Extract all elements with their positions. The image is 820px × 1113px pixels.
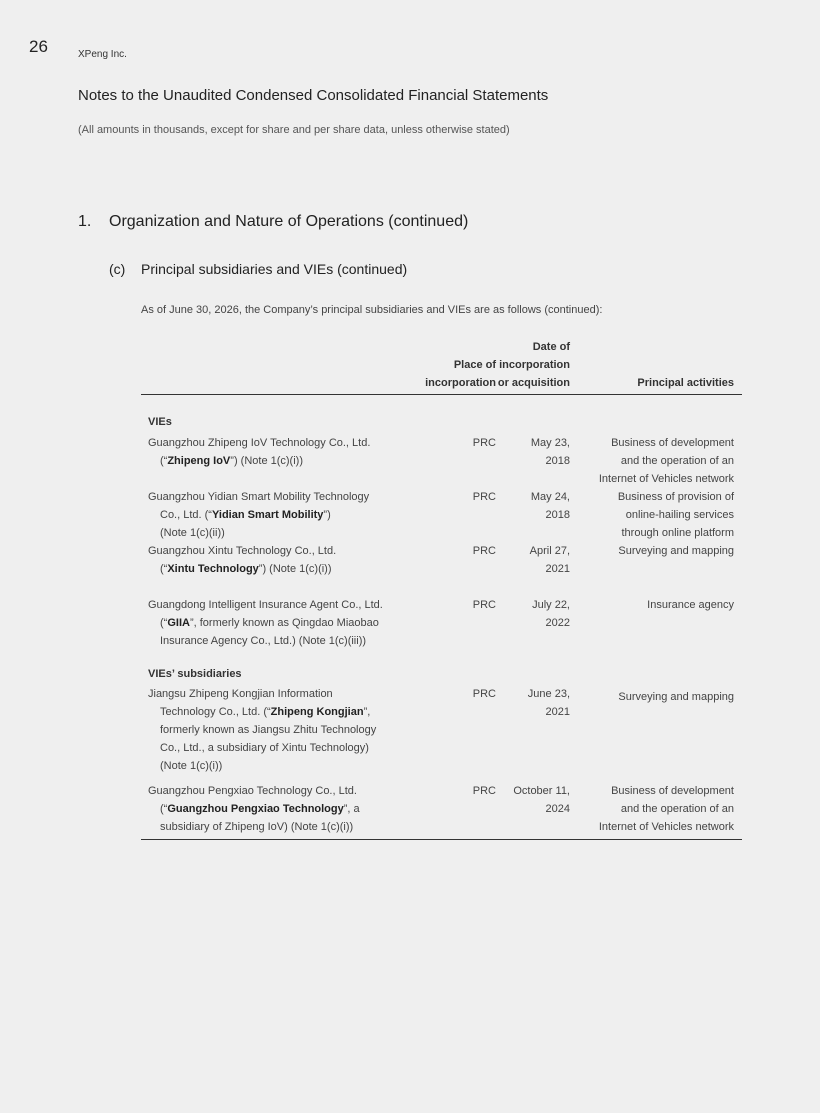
date-line: 2021	[545, 706, 570, 718]
header-date-line: or acquisition	[497, 377, 570, 389]
place-cell: PRC	[472, 599, 496, 611]
activity-line: Business of development	[611, 785, 734, 797]
header-date-line: incorporation	[499, 359, 570, 371]
section-heading	[78, 213, 468, 231]
header-date	[498, 338, 570, 392]
page-number: 26	[29, 37, 48, 56]
place-cell: PRC	[472, 785, 496, 797]
name-line	[148, 703, 408, 721]
short-name: GIIA	[167, 617, 190, 629]
entity-name	[148, 488, 408, 542]
header-place	[425, 356, 496, 392]
name-text: ”) (Note 1(c)(i))	[258, 563, 332, 575]
section-title: Organization and Nature of Operations (continued)	[109, 213, 469, 230]
section-number: 1.	[78, 213, 92, 230]
activity-cell	[574, 434, 734, 488]
date-cell	[490, 542, 570, 578]
date-cell	[490, 782, 570, 818]
subsection-heading	[109, 261, 407, 277]
name-line: Guangzhou Yidian Smart Mobility Technology	[148, 491, 370, 503]
activity-line: Internet of Vehicles network	[598, 821, 734, 833]
name-line: Guangzhou Zhipeng IoV Technology Co., Ltd.	[148, 437, 371, 449]
date-line: 2024	[545, 803, 570, 815]
date-cell	[490, 596, 570, 632]
activity-cell	[574, 688, 734, 706]
entity-name	[148, 782, 408, 836]
name-text: ”, formerly known as Qingdao Miaobao	[189, 617, 379, 629]
amounts-note: (All amounts in thousands, except for share and per share data, unless otherwise stated)	[78, 124, 510, 136]
notes-title: Notes to the Unaudited Condensed Consolidated Financial Statements	[78, 87, 549, 104]
activity-cell	[574, 488, 734, 542]
date-line: June 23,	[527, 688, 570, 700]
name-line	[148, 614, 408, 632]
place-cell: PRC	[472, 437, 496, 449]
date-line: May 23,	[530, 437, 570, 449]
name-text: ”) (Note 1(c)(i))	[230, 455, 303, 467]
date-line: 2022	[545, 617, 570, 629]
date-cell	[490, 685, 570, 721]
name-text: (“	[160, 617, 168, 629]
intro-text: As of June 30, 2026, the Company’s principal subsidiaries and VIEs are as follows (continued):	[141, 304, 603, 316]
subsection-title: Principal subsidiaries and VIEs (continued)	[141, 261, 408, 277]
date-line: May 24,	[530, 491, 570, 503]
name-line	[148, 800, 408, 818]
activity-cell	[574, 596, 734, 614]
name-line	[148, 452, 408, 470]
activity-line: and the operation of an	[620, 455, 734, 467]
short-name: Guangzhou Pengxiao Technology	[167, 803, 344, 815]
activity-line: Surveying and mapping	[618, 545, 734, 557]
short-name: Yidian Smart Mobility	[211, 509, 324, 521]
name-line: Guangzhou Xintu Technology Co., Ltd.	[148, 545, 337, 557]
place-cell: PRC	[472, 688, 496, 700]
name-text: ”, a	[343, 803, 360, 815]
short-name: Zhipeng Kongjian	[270, 706, 364, 718]
entity-name	[148, 542, 408, 578]
activity-line: through online platform	[621, 527, 734, 539]
date-line: 2018	[545, 509, 570, 521]
activity-line: Surveying and mapping	[618, 691, 734, 703]
activity-line: Insurance agency	[647, 599, 734, 611]
date-line: July 22,	[532, 599, 570, 611]
header-place-line: incorporation	[425, 377, 496, 389]
entity-name	[148, 596, 408, 650]
name-text: (“	[160, 563, 168, 575]
name-line: (Note 1(c)(i))	[160, 760, 223, 772]
activity-cell	[574, 542, 734, 560]
entity-name	[148, 685, 408, 775]
table-bottom-rule	[141, 839, 742, 840]
subsection-number: (c)	[109, 261, 126, 277]
name-text: (“	[160, 803, 168, 815]
place-cell: PRC	[472, 545, 496, 557]
header-activities: Principal activities	[637, 377, 734, 389]
table-header	[141, 341, 742, 395]
group-label-vies-subsidiaries: VIEs’ subsidiaries	[148, 668, 242, 680]
activity-line: Business of development	[611, 437, 734, 449]
date-line: 2021	[545, 563, 570, 575]
name-text: ”,	[363, 706, 371, 718]
activity-line: Internet of Vehicles network	[598, 473, 734, 485]
date-line: April 27,	[529, 545, 570, 557]
name-text: (“	[160, 455, 168, 467]
date-cell	[490, 434, 570, 470]
activity-line: Business of provision of	[617, 491, 734, 503]
name-text: ”)	[323, 509, 331, 521]
name-text: Co., Ltd. (“	[160, 509, 212, 521]
company-name: XPeng Inc.	[78, 49, 127, 60]
name-line: Guangzhou Pengxiao Technology Co., Ltd.	[148, 785, 357, 797]
date-cell	[490, 488, 570, 524]
subsidiaries-table	[141, 341, 742, 833]
name-line: Co., Ltd., a subsidiary of Xintu Technology)	[160, 742, 369, 754]
name-line: Jiangsu Zhipeng Kongjian Information	[148, 688, 333, 700]
name-line: Insurance Agency Co., Ltd.) (Note 1(c)(iii))	[160, 635, 367, 647]
activity-line: online-hailing services	[625, 509, 734, 521]
name-line: (Note 1(c)(ii))	[160, 527, 225, 539]
activity-cell	[574, 782, 734, 836]
name-line	[148, 506, 408, 524]
name-text: Technology Co., Ltd. (“	[160, 706, 271, 718]
entity-name	[148, 434, 408, 470]
group-label-vies: VIEs	[148, 416, 172, 428]
place-cell: PRC	[472, 491, 496, 503]
header-date-line: Date of	[532, 341, 570, 353]
date-line: 2018	[545, 455, 570, 467]
name-line	[148, 560, 408, 578]
short-name: Zhipeng IoV	[167, 455, 231, 467]
header-place-line: Place of	[453, 359, 496, 371]
activity-line: and the operation of an	[620, 803, 734, 815]
date-line: October 11,	[513, 785, 570, 797]
name-line: Guangdong Intelligent Insurance Agent Co., Ltd.	[148, 599, 383, 611]
name-line: subsidiary of Zhipeng IoV) (Note 1(c)(i))	[160, 821, 354, 833]
name-line: formerly known as Jiangsu Zhitu Technology	[160, 724, 377, 736]
short-name: Xintu Technology	[167, 563, 259, 575]
